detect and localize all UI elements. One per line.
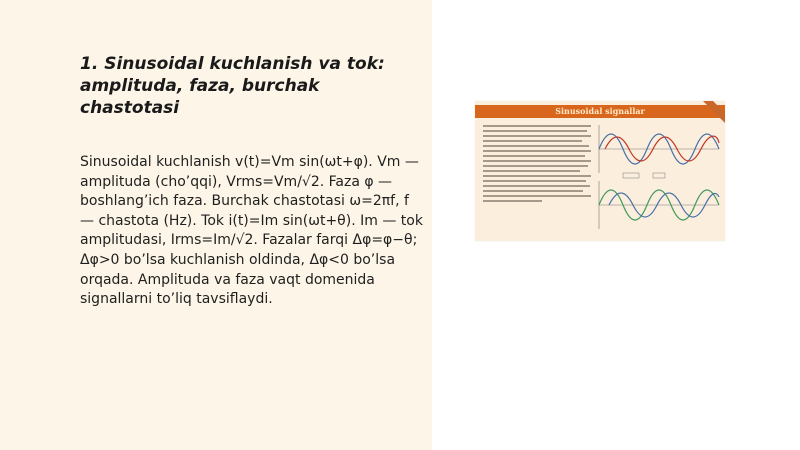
- slide-body-text: Sinusoidal kuchlanish v(t)=Vm sin(ωt+φ). Vm — amplituda (cho’qqi), Vrms=Vm/√2. Faza φ — boshlang’ich faza. Burchak chastotasi ω=2πf, f — chastota (Hz). Tok i(t)=Im sin(ωt+θ). Im — tok amplitudasi, Irms=Im/√2. Fazalar farqi Δφ=φ−θ; Δφ>0 bo’lsa kuchlanish oldinda, Δφ<0 bo’lsa orqada. Amplituda va faza vaqt domenida signallarni to’liq tavsiflaydi.: [80, 154, 423, 308]
- illustration-text-block: [483, 125, 591, 205]
- sinusoid-illustration-image: [475, 101, 725, 241]
- current-wave-top: [605, 136, 719, 161]
- illustration-header-text: Sinusoidal signallar: [555, 106, 645, 116]
- slide-title: 1. Sinusoidal kuchlanish va tok: amplituda, faza, burchak chastotasi: [80, 54, 385, 118]
- corner-ribbon-graphic: [699, 101, 725, 127]
- sinusoid-waveforms-graphic: [593, 121, 721, 233]
